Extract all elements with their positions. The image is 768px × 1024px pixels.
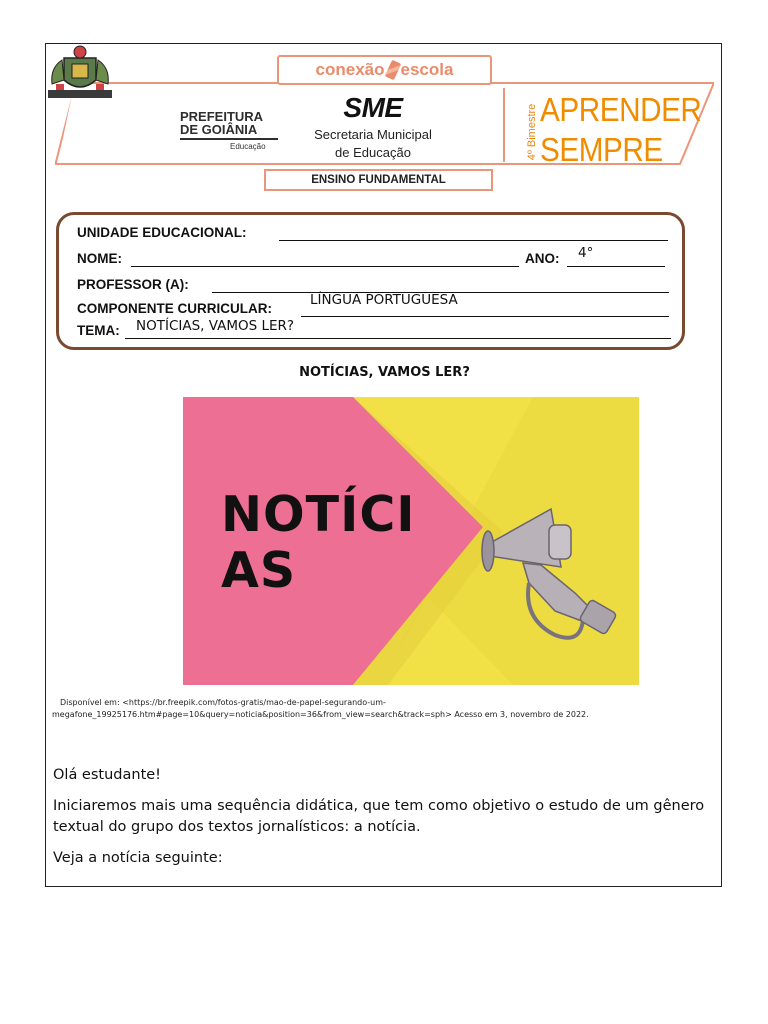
nome-line[interactable] <box>131 266 519 267</box>
componente-line[interactable] <box>301 316 669 317</box>
source-line1: Disponível em: <https://br.freepik.com/fotos-gratis/mao-de-papel-segurando-um- <box>60 698 386 707</box>
ano-label: ANO: <box>525 251 560 266</box>
nome-label: NOME: <box>77 251 122 266</box>
prefeitura-line2: DE GOIÂNIA <box>180 122 258 137</box>
pencil-icon <box>384 60 401 81</box>
tema-line[interactable] <box>125 338 671 339</box>
aprender-sempre-logo <box>540 90 701 170</box>
sme-subtitle-line2: de Educação <box>335 145 411 160</box>
intro-paragraph: Iniciaremos mais uma sequência didática, que tem como objetivo o estudo de um gênero textual do grupo dos textos jornalísticos: a notícia. <box>53 798 705 835</box>
tema-value: NOTÍCIAS, VAMOS LER? <box>136 318 295 334</box>
hero-headline: NOTÍCIAS <box>221 486 416 599</box>
document-title: NOTÍCIAS, VAMOS LER? <box>299 365 470 380</box>
bimestre-label: 4º Bimestre <box>526 103 538 161</box>
hero-image <box>183 397 639 685</box>
conexao-escola-logo <box>277 55 492 85</box>
ano-line[interactable] <box>567 266 665 267</box>
ensino-fundamental-label: ENSINO FUNDAMENTAL <box>264 169 493 191</box>
sme-subtitle <box>308 126 438 162</box>
prefeitura-line1: PREFEITURA <box>180 109 264 124</box>
escola-label: escola <box>400 60 454 79</box>
document-page <box>45 43 722 887</box>
prefeitura-title <box>180 110 263 136</box>
componente-value: LÍNGUA PORTUGUESA <box>310 292 458 308</box>
coat-of-arms-icon <box>46 44 114 104</box>
conexao-label: conexão <box>315 60 385 79</box>
aprender-word: APRENDER <box>540 91 702 128</box>
next-paragraph: Veja a notícia seguinte: <box>53 850 223 866</box>
prefeitura-divider <box>180 138 278 140</box>
professor-label: PROFESSOR (A): <box>77 277 189 292</box>
greeting-paragraph: Olá estudante! <box>53 767 161 783</box>
student-info-form <box>56 212 685 350</box>
source-line2: megafone_19925176.htm#page=10&query=noticia&position=36&from_view=search&track=sph> Acesso em 3, novembro de 2022. <box>52 710 589 719</box>
unidade-line[interactable] <box>279 240 668 241</box>
componente-label: COMPONENTE CURRICULAR: <box>77 301 272 316</box>
sme-title: SME <box>343 92 403 123</box>
tema-label: TEMA: <box>77 323 120 338</box>
ano-value: 4° <box>578 245 594 261</box>
prefeitura-subtitle: Educação <box>230 142 266 151</box>
sempre-word: SEMPRE <box>540 131 663 168</box>
sme-subtitle-line1: Secretaria Municipal <box>314 127 432 142</box>
unidade-label: UNIDADE EDUCACIONAL: <box>77 225 247 240</box>
image-source-citation <box>52 697 712 721</box>
header-banner <box>46 44 723 204</box>
